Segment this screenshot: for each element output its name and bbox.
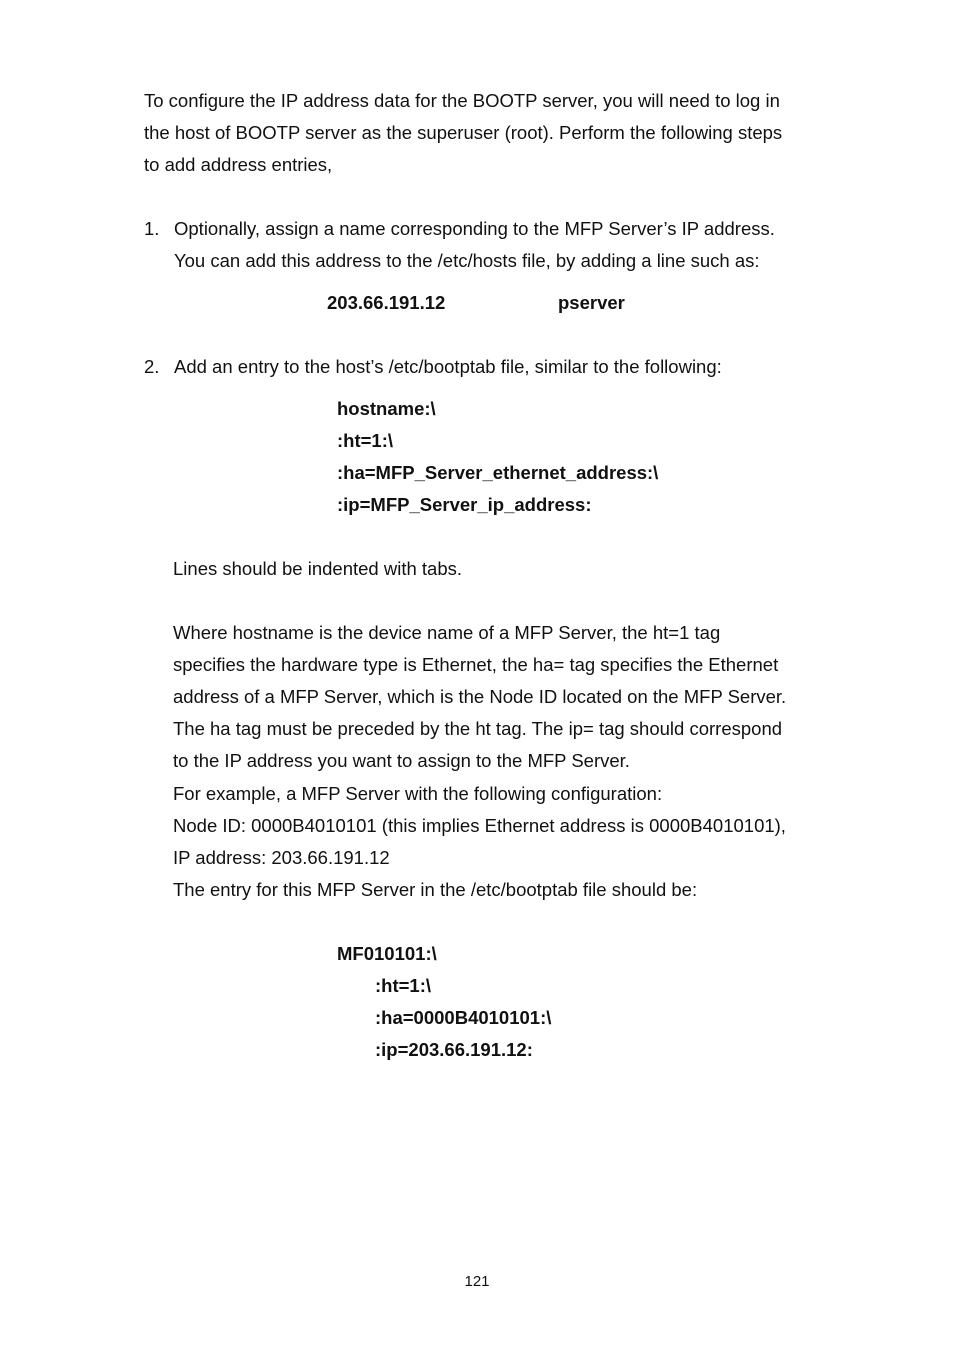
explanation-line: Node ID: 0000B4010101 (this implies Ethernet address is 0000B4010101), <box>173 815 786 836</box>
step-number: 2. <box>144 356 160 377</box>
explanation-line: address of a MFP Server, which is the Node ID located on the MFP Server. <box>173 686 787 707</box>
explanation-line: The ha tag must be preceded by the ht tag. The ip= tag should correspond <box>173 718 783 739</box>
hosts-name: pserver <box>558 292 625 313</box>
intro-line: to add address entries, <box>144 154 333 175</box>
bootptab-example-line: :ha=0000B4010101:\ <box>375 1007 552 1028</box>
intro-line: To configure the IP address data for the BOOTP server, you will need to log in <box>144 90 780 111</box>
bootptab-template-line: :ip=MFP_Server_ip_address: <box>337 494 592 515</box>
bootptab-template-line: :ht=1:\ <box>337 430 394 451</box>
bootptab-template-line: :ha=MFP_Server_ethernet_address:\ <box>337 462 659 483</box>
bootptab-template-line: hostname:\ <box>337 398 436 419</box>
tabs-note: Lines should be indented with tabs. <box>173 558 463 579</box>
explanation-line: IP address: 203.66.191.12 <box>173 847 390 868</box>
explanation-line: specifies the hardware type is Ethernet, the ha= tag specifies the Ethernet <box>173 654 779 675</box>
bootptab-example-line: :ht=1:\ <box>375 975 432 996</box>
step-text: Optionally, assign a name corresponding to the MFP Server’s IP address. <box>174 218 775 239</box>
page-number: 121 <box>464 1273 490 1290</box>
explanation-line: For example, a MFP Server with the following configuration: <box>173 783 663 804</box>
hosts-ip: 203.66.191.12 <box>327 292 446 313</box>
step-number: 1. <box>144 218 160 239</box>
explanation-line: Where hostname is the device name of a MFP Server, the ht=1 tag <box>173 622 721 643</box>
bootptab-example-head: MF010101:\ <box>337 943 437 964</box>
explanation-line: The entry for this MFP Server in the /etc/bootptab file should be: <box>173 879 698 900</box>
step-text: You can add this address to the /etc/hosts file, by adding a line such as: <box>174 250 760 271</box>
intro-line: the host of BOOTP server as the superuser (root). Perform the following steps <box>144 122 783 143</box>
step-text: Add an entry to the host’s /etc/bootptab file, similar to the following: <box>174 356 722 377</box>
explanation-line: to the IP address you want to assign to the MFP Server. <box>173 750 630 771</box>
bootptab-example-line: :ip=203.66.191.12: <box>375 1039 533 1060</box>
